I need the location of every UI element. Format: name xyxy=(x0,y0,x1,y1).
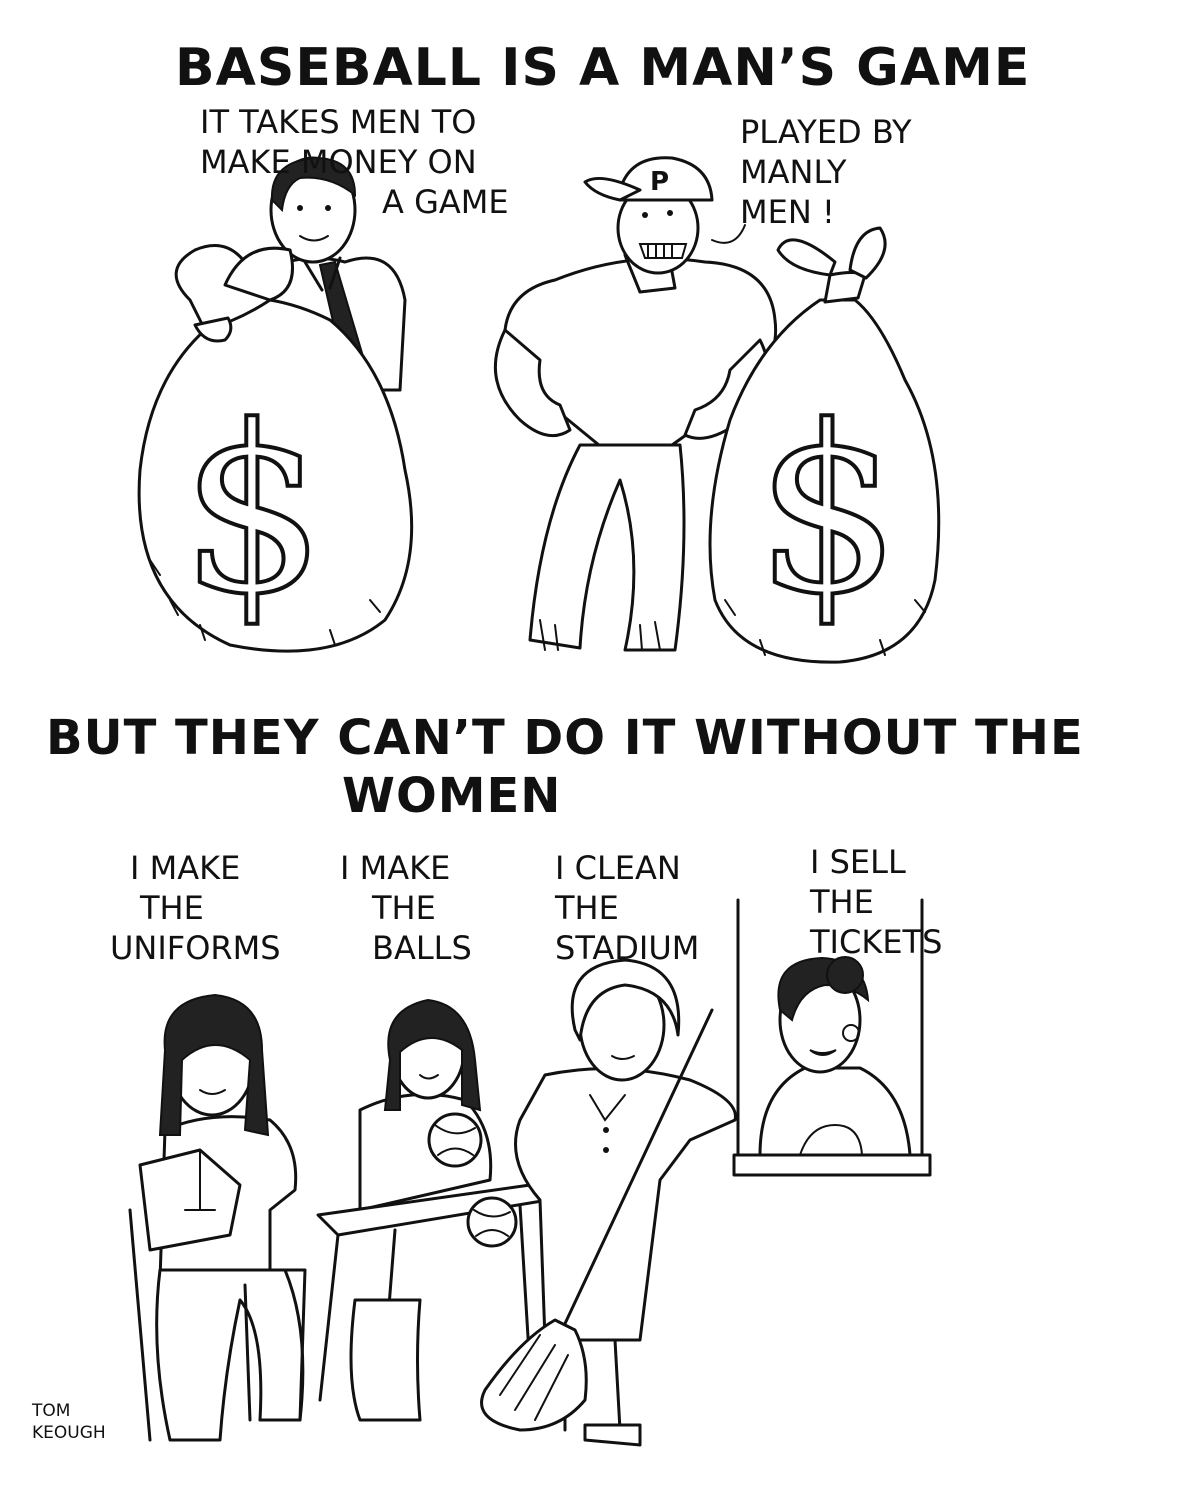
speech-line: THE xyxy=(140,889,204,927)
speech-line: MANLY xyxy=(740,153,847,191)
ticket-seller-speech xyxy=(810,842,942,962)
speech-line: I CLEAN xyxy=(555,849,681,887)
speech-line: I MAKE xyxy=(130,849,241,887)
speech-line: MEN ! xyxy=(740,193,835,231)
speech-line: PLAYED BY xyxy=(740,113,912,151)
speech-line: MAKE MONEY ON xyxy=(200,143,477,181)
middle-title-line-2: WOMEN xyxy=(342,768,562,824)
player-speech xyxy=(740,112,912,232)
dollar-sign-left: $ xyxy=(180,378,327,645)
comic-title: BASEBALL IS A MAN’S GAME xyxy=(175,38,1031,98)
speech-line: UNIFORMS xyxy=(110,929,281,967)
speech-line: BALLS xyxy=(372,929,472,967)
credit-line: TOM xyxy=(32,1401,71,1421)
credit-line: KEOUGH xyxy=(32,1423,106,1443)
speech-line: A GAME xyxy=(382,183,509,221)
seamstress-speech xyxy=(110,848,281,968)
artist-credit xyxy=(32,1400,106,1444)
ball-maker-speech xyxy=(340,848,472,968)
speech-line: I MAKE xyxy=(340,849,451,887)
speech-line: I SELL xyxy=(810,843,906,881)
businessman-speech xyxy=(200,102,509,222)
speech-line: STADIUM xyxy=(555,929,700,967)
baseball-icon xyxy=(429,1114,481,1166)
speech-line: THE xyxy=(555,889,619,927)
dollar-sign-right: $ xyxy=(755,378,902,645)
middle-title-line-1: BUT THEY CAN’T DO IT WITHOUT THE xyxy=(46,710,1084,766)
speech-line: THE xyxy=(810,883,874,921)
speech-line: IT TAKES MEN TO xyxy=(200,103,477,141)
cleaner-speech xyxy=(555,848,699,968)
speech-line: THE xyxy=(372,889,436,927)
speech-line: TICKETS xyxy=(810,923,943,961)
baseball-icon xyxy=(468,1198,516,1246)
cap-logo-letter: P xyxy=(650,167,670,197)
